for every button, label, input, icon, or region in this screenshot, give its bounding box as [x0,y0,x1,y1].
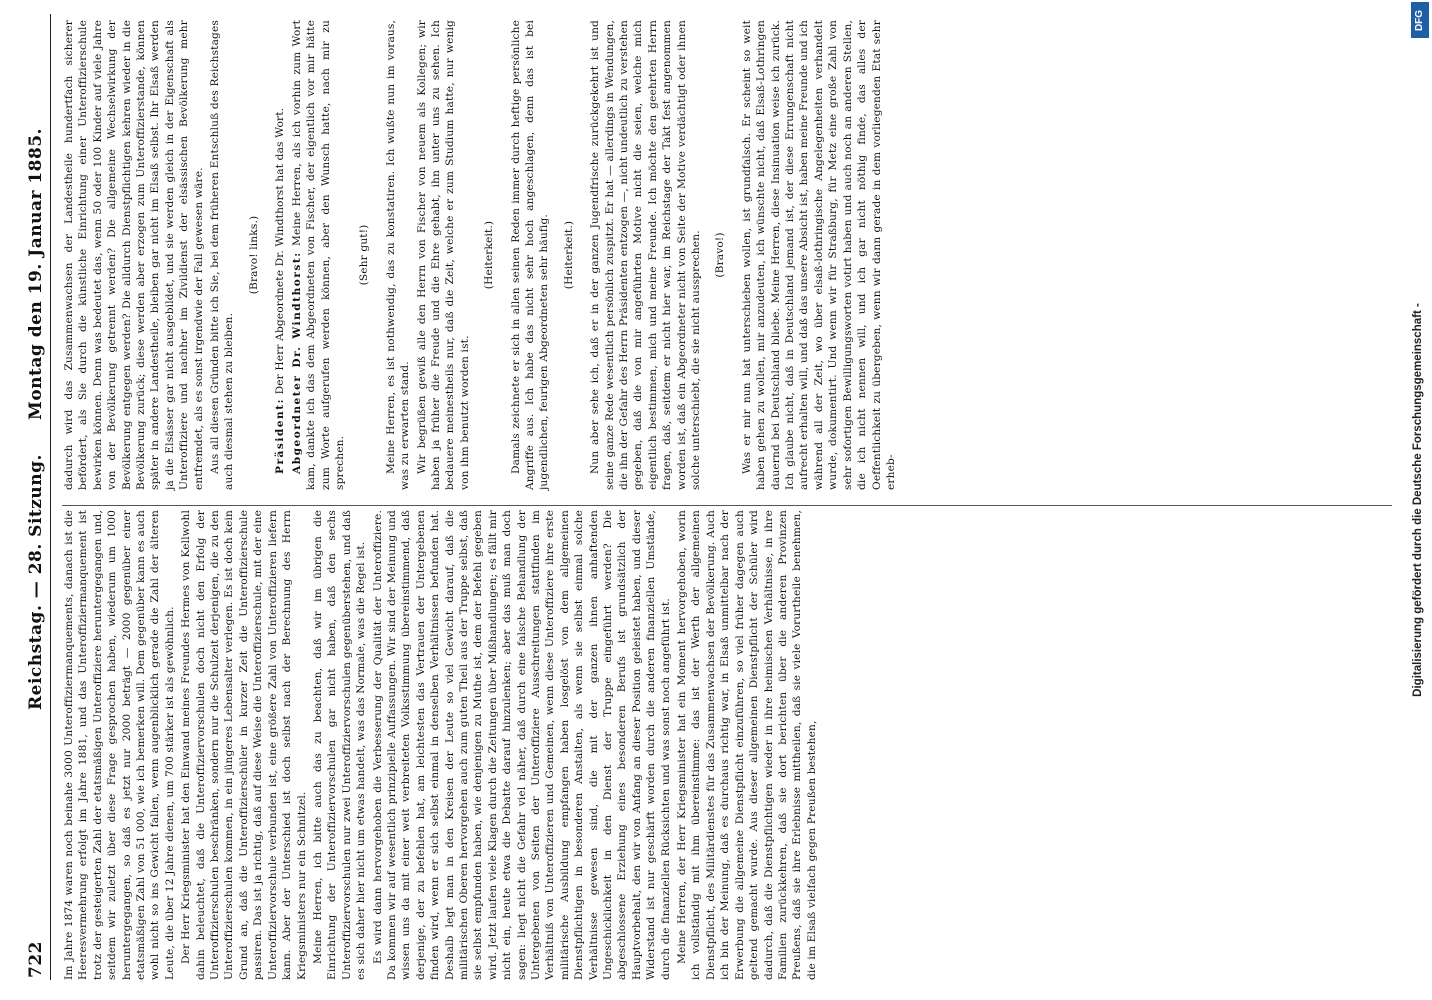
speech-text: Der Herr Abgeordnete Dr. Windthorst hat das Wort. [274,107,287,395]
right-column [62,20,900,490]
paragraph: Wir begrüßen gewiß alle den Herrn von Fischer von neuem als Kollegen; wir haben ja früher die Freude und die Ehre gehabt, ihn unter uns zu sehen. Ich bedauere meinestheils nur, daß die Zeit, welche er zum Studium hatte, nur wenig von ihm benutzt worden ist. [415,20,471,490]
reaction: (Sehr gut!) [358,224,371,286]
speech-text: Meine Herren, als ich vorhin zum Wort kam, dankte ich das dem Abgeordneten von Fischer, der eigentlich vor mir hätte zum Worte aufgerufen werden können, aber den Wunsch hatte, nach mir zu sprechen. [290,20,346,490]
president-paragraph [273,20,287,490]
paragraph: Meine Herren, ich bitte auch das zu beachten, daß wir im übrigen die Einrichtung der Unteroffiziervorschulen gar nicht haben, daß den sechs Unteroffiziervorschulen nur zwei Unteroffiziervorschulen gegenüberstehen, und daß es sich daher hier nicht um etwas handelt, was das Normale, was die Regel ist. [311,510,368,980]
paragraph: Im Jahre 1874 waren noch beinahe 3000 Unteroffiziermanquements, danach ist die Heeresvermehrung erfolgt im Jahre 1881, und das Unteroffiziermanquement ist trotz der gesteigerten Zahl der etatsmäßigen Unteroffiziere heruntergegangen und, seitdem wir zuletzt über diese Frage gesprochen haben, wiederum um 1000 heruntergegangen, so daß es jetzt nur 2000 beträgt — 2000 gegenüber einer etatsmäßigen Zahl von 51 000, wie ich bemerken will. Dem gegenüber kann es auch wohl nicht so ins Gewicht fallen, wenn augenblicklich gerade die Zahl der älteren Leute, die über 12 Jahre dienen, um 700 stärker ist als gewöhnlich. [63,510,176,980]
reaction: (Heiterkeit.) [562,220,575,290]
windthorst-paragraph [290,20,348,490]
reaction: (Bravo!) [714,232,727,278]
speaker-name: Abgeordneter Dr. Windthorst: [290,251,303,474]
paragraph: Meine Herren, der Herr Kriegsminister hat ein Moment hervorgehoben, worin ich vollständig mit ihm übereinstimme: das ist der Werth der allgemeinen Dienstpflicht, des Militärdienstes für das Zusammenwachsen der Bevölkerung. Auch ich bin der Meinung, daß es durchaus richtig war, in Elsaß unmittelbar nach der Erwerbung die allgemeine Dienstpflicht einzuführen, so viel früher dagegen auch geltend gemacht wurde. Aus dieser allgemeinen Dienstpflicht der Schüler wird dadurch, daß die Dienstpflichtigen wieder in ihre heimischen Verhältnisse, in ihre Familien zurückkehren, daß sie dort berichten über die anderen Provinzen Preußens, daß sie ihre Erlebnisse mittheilen, daß sie viele Vorurtheile benehmen, die im Elsaß vielfach gegen Preußen bestehen, [676,510,818,980]
page-number: 722 [26,941,46,978]
paragraph: Meine Herren, es ist nothwendig, das zu konstatiren. Ich wußte nun im voraus, was zu erwarten stand. [384,20,412,490]
left-column [62,510,821,980]
paragraph: Es wird dann hervorgehoben die Verbesserung der Qualität der Unteroffiziere. Da kommen wir auf wesentlich prinzipielle Auffassungen. Wir sind der Meinung und wissen uns da mit einer weit verbreiteten Volksstimmung übereinstimmend, daß derjenige, der zu befehlen hat, am leichtesten das Vertrauen der Untergebenen finden wird, wenn er sich selbst einmal in denselben Verhältnissen befunden hat. Deshalb legt man in den Kreisen der Leute so viel Gewicht darauf, daß die militärischen Oberen hervorgehen auch zum guten Theil aus der Truppe selbst, daß sie selbst empfunden haben, wie denjenigen zu Muthe ist, dem der Befehl gegeben wird. Jetzt laufen viele Klagen durch die Zeitungen über Mißhandlungen; es fällt mir nicht ein, heute etwa die Debatte darauf hinzulenken; aber das muß man doch sagen: liegt nicht die Gefahr viel näher, daß durch eine falsche Behandlung der Untergebenen von Seiten der Unteroffiziere Ausschreitungen stattfinden im Verhältniß von Unteroffizieren und Gemeinen, wenn diese Unteroffiziere ihre erste militärische Ausbildung empfangen haben losgelöst von dem allgemeinen Dienstpflichtigen in besonderen Anstalten, als wenn sie selbst einmal solche Verhältnisse gewesen sind, die mit der ganzen ihnen anhaftenden Ungeschicklichkeit in den Dienst der Truppe eingeführt werden? Die abgeschlossene Erziehung eines besonderen Berufs ist grundsätzlich der Hauptvorbehalt, den wir von Anfang an dieser Position geleistet haben, und dieser Widerstand ist nur geschärft worden durch die anderen finanziellen Umstände, durch die finanziellen Rücksichten und was sonst noch angeführt ist. [371,510,672,980]
paragraph: Nun aber sehe ich, daß er in der ganzen Jugendfrische zurückgekehrt ist und seine ganze Rede wesentlich persönlich zuspitzt. Er hat — allerdings in Wendungen, die ihn der Gefahr des Herrn Präsidenten entzogen —, nicht undeutlich zu verstehen gegeben, daß die von mir angeführten Motive nicht die seien, welche mich eigentlich bestimmen, mich und meine Freunde. Ich möchte den geehrten Herrn fragen, daß, seitdem er nicht hier war, im Reichstage der Takt fest angenommen worden ist, daß ein Abgeordneter nicht von Seite der Motive verdächtigt oder ihnen solche unterschiebt, die sie nicht aussprechen. [589,20,703,490]
dfg-logo: DFG [1411,2,1429,38]
reaction: (Bravo! links.) [247,215,260,295]
paragraph: Was er mir nun hat unterschieben wollen, ist grundfalsch. Er scheint so weit haben gehen zu wollen, mir anzudeuten, ich wünschte nicht, daß Elsaß-Lothringen dauernd bei Deutschland bliebe. Meine Herren, diese Insinuation weise ich zurück. Ich glaube nicht, daß in Deutschland jemand ist, der diese Errungenschaft nicht aufrecht erhalten will, und daß das unsere Absicht ist, haben meine Freunde und ich während all der Zeit, wo über elsaß-lothringische Angelegenheiten verhandelt wurde, dokumentirt. Und wenn wir für Straßburg, für Metz eine große Zahl von sehr sofortigen Bewilligungsworten votirt haben und auch noch an anderen Stellen, die ich nicht nennen will, und ich gar nicht nöthig finde, das alles der Oeffentlichkeit zu übergeben, wenn wir dann gerade in dem vorliegenden Etat sehr erheb- [740,20,897,490]
speaker-name: Präsident: [274,397,287,474]
column-divider [62,505,1392,506]
paragraph: Aus all diesen Gründen bitte ich Sie, bei dem früheren Entschluß des Reichstages auch diesmal stehen zu bleiben. [209,20,236,490]
page-header [24,14,51,980]
reaction: (Heiterkeit.) [483,220,496,290]
header-date: Montag den 19. Januar 1885. [26,127,46,420]
paragraph: dadurch wird das Zusammenwachsen der Landestheile hundertfach sicherer befördert, als Sie durch die künstliche Einrichtung einer Unteroffizierschule bewirken können. Denn was bedeutet das, wenn 50 oder 100 Kinder auf viele Jahre von der Bevölkerung getrennt werden? Die allgemeine Wechselwirkung der Bevölkerung entgegen werden? Die alldurch Dienstpflichtigen kehren wieder in die Bevölkerung zurück; diese werden aber erzogen zum Unteroffizierstande, können später in andere Landestheile, bleiben gar nicht im Elsaß selbst. Ihr Elsaß werden ja die Elsässer gar nicht ausgebildet, und sie werden gleich in der Eigenschaft als Unteroffiziere und nachher im Zivildienst der elsässischen Bevölkerung mehr entfremdet, als es sonst irgendwie der Fall gewesen wäre. [63,20,205,490]
digitization-credit: Digitalisierung gefördert durch die Deutsche Forschungsgemeinschaft - [1412,303,1424,697]
header-session: Reichstag. — 28. Sitzung. [26,454,46,710]
paragraph: Damals zeichnete er sich in allen seinen Reden immer durch heftige persönliche Angriffe aus. Ich habe das nicht sehr hoch angeschlagen, denn das ist bei jugendlichen, feurigen Abgeordneten sehr häufig. [509,20,551,490]
paragraph: Der Herr Kriegsminister hat den Einwand meines Freundes Hermes von Kellwohl dahin beleuchtet, daß die Unteroffiziervorschulen doch nicht den Erfolg der Unteroffizierschulen beschränken, sondern nur die Schulzeit derjenigen, die zu den Unteroffizierschulen kommen, in ein jüngeres Lebensalter verlegen. Es ist doch kein Grund an, daß die Unteroffizierschüler in kurzer Zeit die Unteroffizierschule passiren. Das ist ja richtig, daß auf diese Weise die Unteroffizierschule, mit der eine Unteroffiziervorschule verbunden ist, eine größere Zahl von Unteroffizieren liefern kann. Aber der Unterschied ist doch selbst nach der Berechnung des Herrn Kriegsministers nur ein Schnitzel. [180,510,308,980]
